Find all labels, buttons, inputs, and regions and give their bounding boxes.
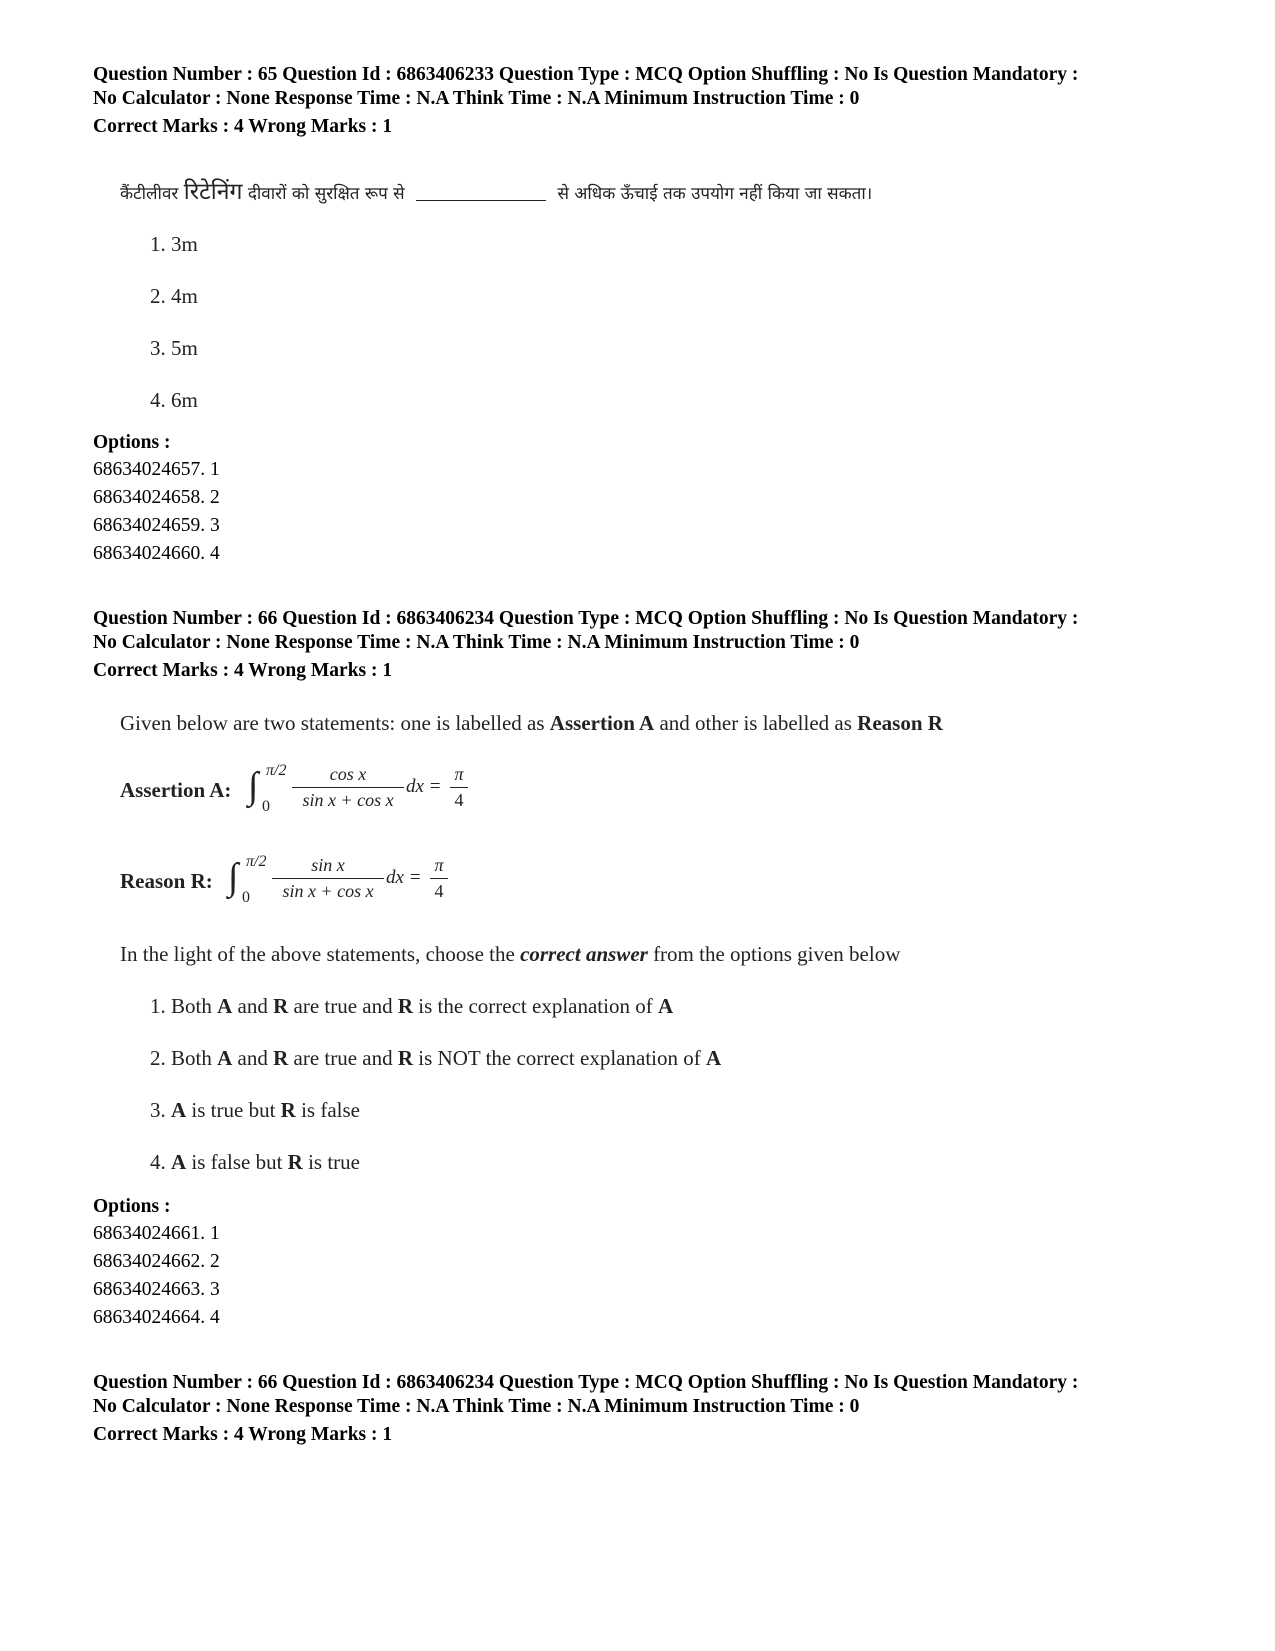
q65-choice-4: 4. 6m — [150, 388, 198, 412]
q66-choice-3-mid: is true but — [186, 1098, 281, 1122]
q66-prompt-emphasis: correct answer — [520, 942, 648, 966]
q66-meta-line2: No Calculator : None Response Time : N.A Think Time : N.A Minimum Instruction Time : 0 — [93, 632, 860, 653]
q66-choice-1-post: is the correct explanation of — [413, 994, 658, 1018]
q65-option-id-4: 68634024660. 4 — [93, 543, 220, 564]
reason-fraction — [272, 855, 384, 902]
assertion-formula — [120, 762, 540, 822]
q66-intro-text-c: and other is labelled as — [654, 711, 858, 735]
q66-intro — [120, 711, 943, 736]
q66b-meta-line1: Question Number : 66 Question Id : 6863406234 Question Type : MCQ Option Shuffling : No Is Question Mandatory : — [93, 1372, 1079, 1393]
q65-choice-1: 1. 3m — [150, 232, 198, 256]
q66-choice-2-r2: R — [397, 1046, 414, 1070]
q66-choice-4-pre: 4. — [150, 1150, 171, 1174]
q66-choice-2-a: A — [217, 1046, 233, 1070]
q66-choice-4-post: is true — [302, 1150, 360, 1174]
q66-choice-2-a2: A — [705, 1046, 722, 1070]
q66-choice-2-post: is NOT the correct explanation of — [413, 1046, 706, 1070]
q66-meta-line1: Question Number : 66 Question Id : 6863406234 Question Type : MCQ Option Shuffling : No Is Question Mandatory : — [93, 608, 1079, 629]
q66-prompt-c: from the options given below — [647, 942, 901, 966]
integral-upper-limit: π/2 — [246, 853, 267, 870]
q66-choice-1-pre: 1. Both — [150, 994, 218, 1018]
q66-prompt-a: In the light of the above statements, choose the — [120, 942, 521, 966]
q65-options-label: Options : — [93, 432, 171, 453]
q66-choice-1-a2: A — [657, 994, 674, 1018]
q66-intro-assertion: Assertion A — [549, 711, 655, 735]
q66-choice-1-r: R — [273, 994, 289, 1018]
reason-rhs — [430, 855, 448, 902]
reason-label: Reason R: — [120, 869, 213, 893]
q66-option-id-2: 68634024662. 2 — [93, 1251, 220, 1272]
q65-statement-part2: रिटेनिंग — [183, 179, 243, 205]
q65-option-id-3: 68634024659. 3 — [93, 515, 220, 536]
assertion-denominator: sin x + cos x — [302, 790, 394, 810]
q66-choice-3-post: is false — [295, 1098, 360, 1122]
q65-meta-line2: No Calculator : None Response Time : N.A Think Time : N.A Minimum Instruction Time : 0 — [93, 88, 860, 109]
q66-choice-2-mid2: are true and — [288, 1046, 398, 1070]
assertion-label: Assertion A: — [120, 778, 232, 802]
q65-statement — [120, 174, 872, 206]
integral-lower-limit: 0 — [262, 798, 270, 815]
q65-meta-line1: Question Number : 65 Question Id : 6863406233 Question Type : MCQ Option Shuffling : No Is Question Mandatory : — [93, 64, 1079, 85]
q66-choice-4 — [150, 1150, 360, 1175]
q66-choice-1-r2: R — [397, 994, 414, 1018]
integral-sign: ∫ — [248, 765, 259, 807]
q66-choice-1 — [150, 994, 673, 1019]
q66-choice-4-a: A — [171, 1150, 187, 1174]
q66-marks: Correct Marks : 4 Wrong Marks : 1 — [93, 660, 393, 681]
q66-intro-text-a: Given below are two statements: one is labelled as — [120, 711, 550, 735]
assertion-fraction — [292, 764, 404, 811]
q66-choice-1-a: A — [217, 994, 233, 1018]
reason-formula — [120, 853, 540, 913]
q66-choice-1-mid1: and — [232, 994, 274, 1018]
q66-choice-2-r: R — [273, 1046, 289, 1070]
q65-marks: Correct Marks : 4 Wrong Marks : 1 — [93, 116, 393, 137]
reason-dx: dx = — [386, 867, 422, 888]
q66-intro-reason: Reason R — [857, 711, 943, 735]
q66-options-label: Options : — [93, 1196, 171, 1217]
q65-statement-part3: दीवारों को सुरक्षित रूप से — [247, 184, 405, 204]
q66-choice-4-r: R — [287, 1150, 303, 1174]
q66-choice-3-a: A — [171, 1098, 187, 1122]
q66-choice-3-pre: 3. — [150, 1098, 171, 1122]
q66-choice-1-mid2: are true and — [288, 994, 398, 1018]
assertion-rhs-den: 4 — [454, 790, 464, 810]
reason-numerator: sin x — [311, 855, 345, 875]
fill-in-blank — [416, 200, 546, 201]
assertion-rhs-num: π — [454, 764, 464, 784]
reason-rhs-den: 4 — [434, 881, 444, 901]
q65-statement-part1: कैंटीलीवर — [120, 184, 179, 204]
integral-upper-limit: π/2 — [266, 762, 287, 779]
q66-option-id-1: 68634024661. 1 — [93, 1223, 220, 1244]
q65-choice-2: 2. 4m — [150, 284, 198, 308]
q66-choice-2-mid1: and — [232, 1046, 274, 1070]
q65-option-id-1: 68634024657. 1 — [93, 459, 220, 480]
assertion-dx: dx = — [406, 776, 442, 797]
integral-lower-limit: 0 — [242, 889, 250, 906]
q66-option-id-3: 68634024663. 3 — [93, 1279, 220, 1300]
q65-choice-3: 3. 5m — [150, 336, 198, 360]
q66-choice-2 — [150, 1046, 721, 1071]
q65-statement-part4: से अधिक ऊँचाई तक उपयोग नहीं किया जा सकता। — [557, 184, 873, 204]
q66-choice-4-mid: is false but — [186, 1150, 288, 1174]
reason-rhs-num: π — [434, 855, 444, 875]
q66-choice-2-pre: 2. Both — [150, 1046, 218, 1070]
assertion-rhs — [450, 764, 468, 811]
integral-sign: ∫ — [228, 856, 239, 898]
q65-option-id-2: 68634024658. 2 — [93, 487, 220, 508]
q66b-meta-line2: No Calculator : None Response Time : N.A Think Time : N.A Minimum Instruction Time : 0 — [93, 1396, 860, 1417]
assertion-numerator: cos x — [329, 764, 367, 784]
q66-prompt — [120, 942, 900, 967]
q66-option-id-4: 68634024664. 4 — [93, 1307, 220, 1328]
reason-denominator: sin x + cos x — [282, 881, 374, 901]
q66-choice-3-r: R — [280, 1098, 296, 1122]
q66b-marks: Correct Marks : 4 Wrong Marks : 1 — [93, 1424, 393, 1445]
q66-choice-3 — [150, 1098, 360, 1123]
